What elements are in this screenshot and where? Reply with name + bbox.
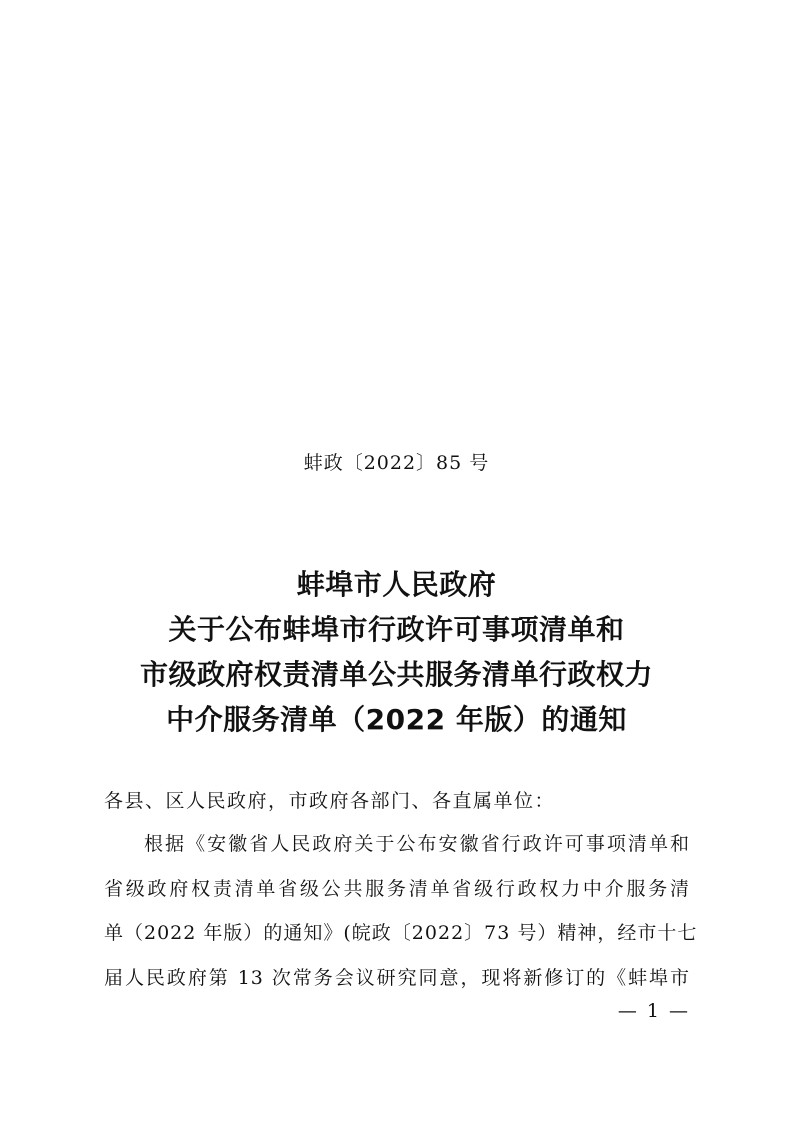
- addressee-line: 各县、区人民政府，市政府各部门、各直属单位：: [104, 790, 556, 812]
- body-line-1: 根据《安徽省人民政府关于公布安徽省行政许可事项清单和: [144, 833, 690, 855]
- document-title: [0, 562, 793, 742]
- body-line-4: 届人民政府第 13 次常务会议研究同意，现将新修订的《蚌埠市: [104, 966, 690, 989]
- title-line-2: 关于公布蚌埠市行政许可事项清单和: [168, 613, 625, 646]
- document-number: 蚌政〔2022〕85 号: [303, 452, 490, 474]
- body-line-3: 单（2022 年版）的通知》(皖政〔2022〕73 号）精神，经市十七: [104, 922, 698, 944]
- body-paragraph: [104, 822, 698, 1000]
- title-line-3: 市级政府权责清单公共服务清单行政权力: [139, 658, 653, 691]
- page-number: — 1 —: [617, 1000, 690, 1022]
- title-line-1: 蚌埠市人民政府: [296, 568, 497, 601]
- body-line-2: 省级政府权责清单省级公共服务清单省级行政权力中介服务清: [104, 877, 690, 900]
- title-line-4: 中介服务清单（2022 年版）的通知: [166, 703, 627, 736]
